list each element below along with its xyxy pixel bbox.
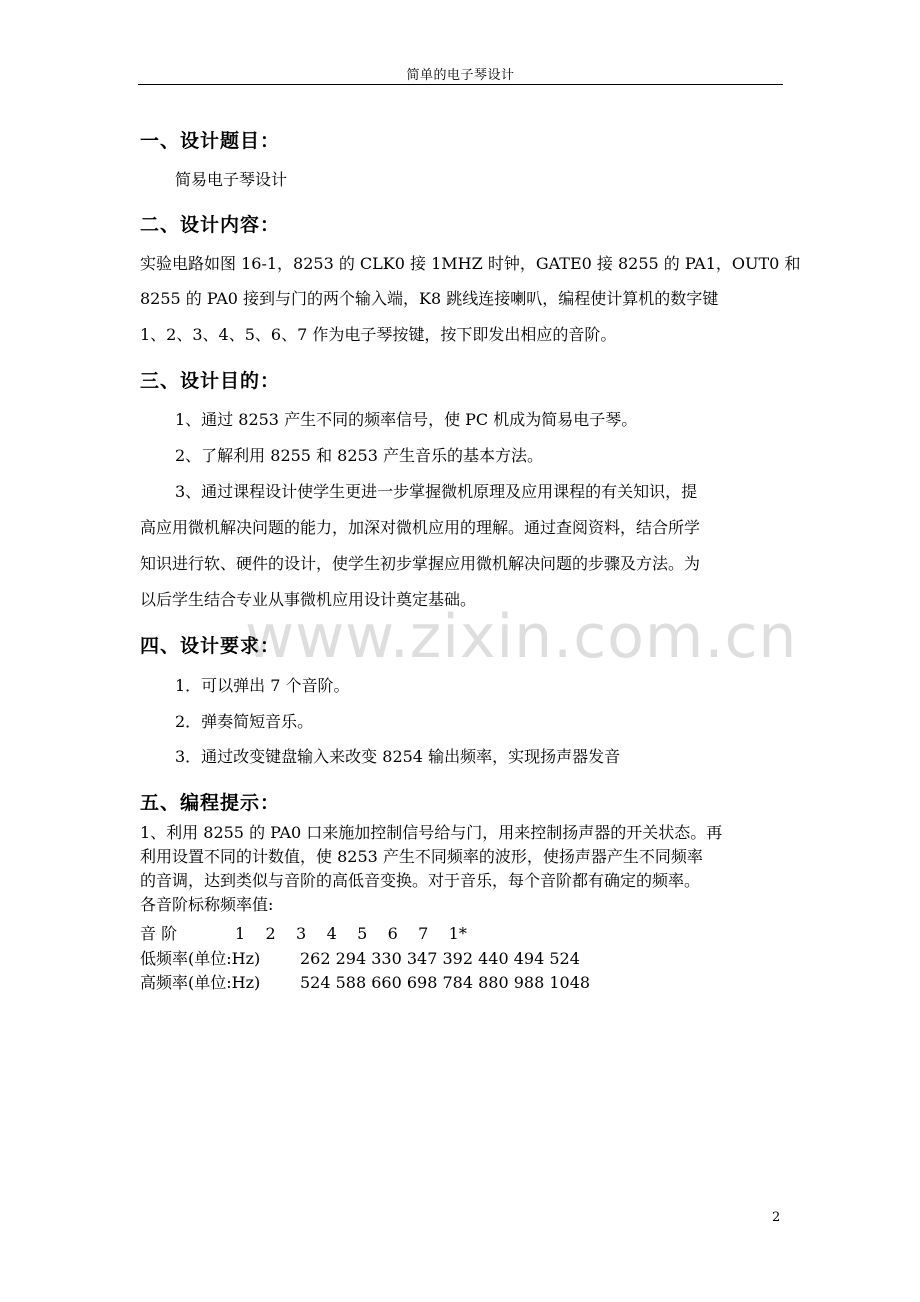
freq-table-label: 高频率(单位:Hz) bbox=[140, 973, 261, 992]
freq-table-label: 低频率(单位:Hz) bbox=[140, 949, 261, 968]
freq-table-row-low bbox=[140, 946, 580, 969]
section-5-line-1: 1、利用 8255 的 PA0 口来施加控制信号给与门，用来控制扬声器的开关状态。再 bbox=[140, 823, 723, 842]
section-5-line-2: 利用设置不同的计数值，使 8253 产生不同频率的波形，使扬声器产生不同频率 bbox=[140, 847, 703, 866]
section-4-line-3: 3．通过改变键盘输入来改变 8254 输出频率，实现扬声器发音 bbox=[175, 747, 621, 766]
section-4-line-1: 1．可以弹出 7 个音阶。 bbox=[175, 676, 350, 695]
freq-table-label: 音 阶 bbox=[140, 924, 178, 943]
section-2-line-3: 1、2、3、4、5、6、7 作为电子琴按键，按下即发出相应的音阶。 bbox=[140, 325, 617, 344]
freq-table-values: 262 294 330 347 392 440 494 524 bbox=[300, 949, 580, 968]
section-4-heading: 四、设计要求： bbox=[140, 635, 281, 657]
section-3-line-6: 以后学生结合专业从事微机应用设计奠定基础。 bbox=[140, 590, 477, 609]
watermark: www.zixin.com.cn bbox=[245, 602, 798, 672]
section-5-line-3: 的音调，达到类似与音阶的高低音变换。对于音乐，每个音阶都有确定的频率。 bbox=[140, 871, 701, 890]
section-5-heading: 五、编程提示： bbox=[140, 792, 281, 814]
page-header-title: 简单的电子琴设计 bbox=[406, 68, 515, 83]
section-1-body: 简易电子琴设计 bbox=[175, 170, 288, 189]
freq-table-values: 1 2 3 4 5 6 7 1* bbox=[235, 924, 467, 943]
section-2-line-1: 实验电路如图 16-1，8253 的 CLK0 接 1MHZ 时钟，GATE0 接 8255 的 PA1，OUT0 和 bbox=[140, 254, 801, 273]
section-2-line-2: 8255 的 PA0 接到与门的两个输入端，K8 跳线连接喇叭，编程使计算机的数字键 bbox=[140, 289, 719, 308]
header-rule bbox=[138, 84, 783, 85]
section-3-line-5: 知识进行软、硬件的设计，使学生初步掌握应用微机解决问题的步骤及方法。为 bbox=[140, 554, 701, 573]
freq-table-row-high bbox=[140, 970, 590, 993]
section-3-heading: 三、设计目的： bbox=[140, 370, 281, 392]
section-1-heading: 一、设计题目： bbox=[140, 130, 281, 152]
section-4-line-2: 2．弹奏简短音乐。 bbox=[175, 712, 314, 731]
freq-table-row-scale bbox=[140, 921, 467, 944]
section-3-line-4: 高应用微机解决问题的能力，加深对微机应用的理解。通过查阅资料，结合所学 bbox=[140, 518, 701, 537]
section-3-line-3: 3、通过课程设计使学生更进一步掌握微机原理及应用课程的有关知识，提 bbox=[175, 482, 698, 501]
freq-table-values: 524 588 660 698 784 880 988 1048 bbox=[300, 973, 591, 992]
section-2-heading: 二、设计内容： bbox=[140, 214, 281, 236]
section-3-line-1: 1、通过 8253 产生不同的频率信号，使 PC 机成为简易电子琴。 bbox=[175, 410, 638, 429]
section-5-line-4: 各音阶标称频率值: bbox=[140, 895, 274, 914]
page-number: 2 bbox=[772, 1210, 781, 1225]
section-3-line-2: 2、了解利用 8255 和 8253 产生音乐的基本方法。 bbox=[175, 446, 543, 465]
